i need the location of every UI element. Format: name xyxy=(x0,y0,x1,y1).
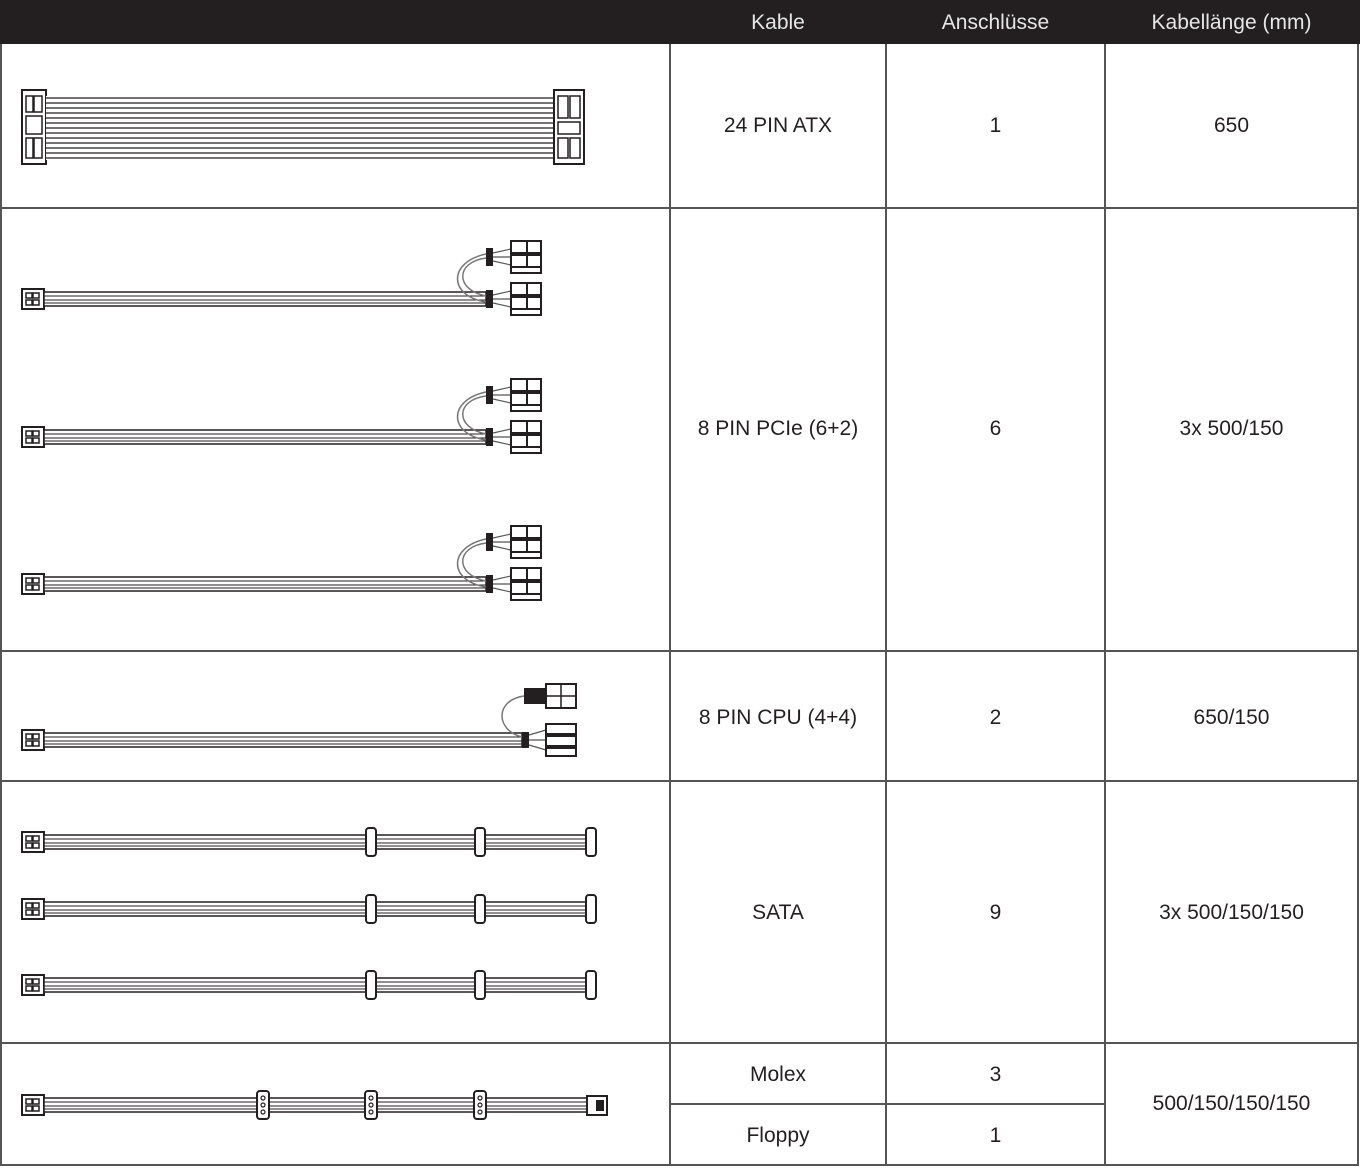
border-right xyxy=(1357,44,1359,1166)
cable-cpu-4plus4 xyxy=(22,684,576,756)
row-cpu-cable: 8 PIN CPU (4+4) xyxy=(698,706,858,729)
row-atx-connectors: 1 xyxy=(989,114,1002,137)
header-connectors: Anschlüsse xyxy=(941,11,1050,34)
row-sata-cable: SATA xyxy=(752,901,804,924)
row-pcie-connectors: 6 xyxy=(989,417,1002,440)
divider-col-3 xyxy=(1104,44,1106,1166)
row-divider-molex-floppy xyxy=(670,1103,1105,1105)
row-floppy-connectors: 1 xyxy=(989,1124,1002,1147)
row-molex-connectors: 3 xyxy=(989,1063,1002,1086)
cable-pcie-3 xyxy=(22,526,541,600)
row-sata-connectors: 9 xyxy=(989,901,1002,924)
row-sata-length: 3x 500/150/150 xyxy=(1159,901,1304,924)
row-pcie-cable: 8 PIN PCIe (6+2) xyxy=(697,417,859,440)
cable-pcie-2 xyxy=(22,379,541,453)
row-pcie-length: 3x 500/150 xyxy=(1179,417,1284,440)
header-cable: Kable xyxy=(751,11,805,34)
row-molex-length: 500/150/150/150 xyxy=(1152,1092,1311,1115)
cable-sata-2 xyxy=(22,895,596,923)
divider-col-2 xyxy=(885,44,887,1166)
cable-sata-1 xyxy=(22,828,596,856)
cable-molex-floppy xyxy=(22,1091,607,1119)
header-length: Kabellänge (mm) xyxy=(1151,11,1312,34)
row-atx-length: 650 xyxy=(1213,114,1250,137)
row-atx-cable: 24 PIN ATX xyxy=(723,114,833,137)
cable-sata-3 xyxy=(22,971,596,999)
row-cpu-length: 650/150 xyxy=(1193,706,1270,729)
row-molex-cable: Molex xyxy=(749,1063,807,1086)
row-floppy-cable: Floppy xyxy=(746,1124,810,1147)
cable-atx-24pin xyxy=(22,90,584,164)
cable-illustrations xyxy=(0,0,670,1171)
cable-pcie-1 xyxy=(22,241,541,315)
row-cpu-connectors: 2 xyxy=(989,706,1002,729)
